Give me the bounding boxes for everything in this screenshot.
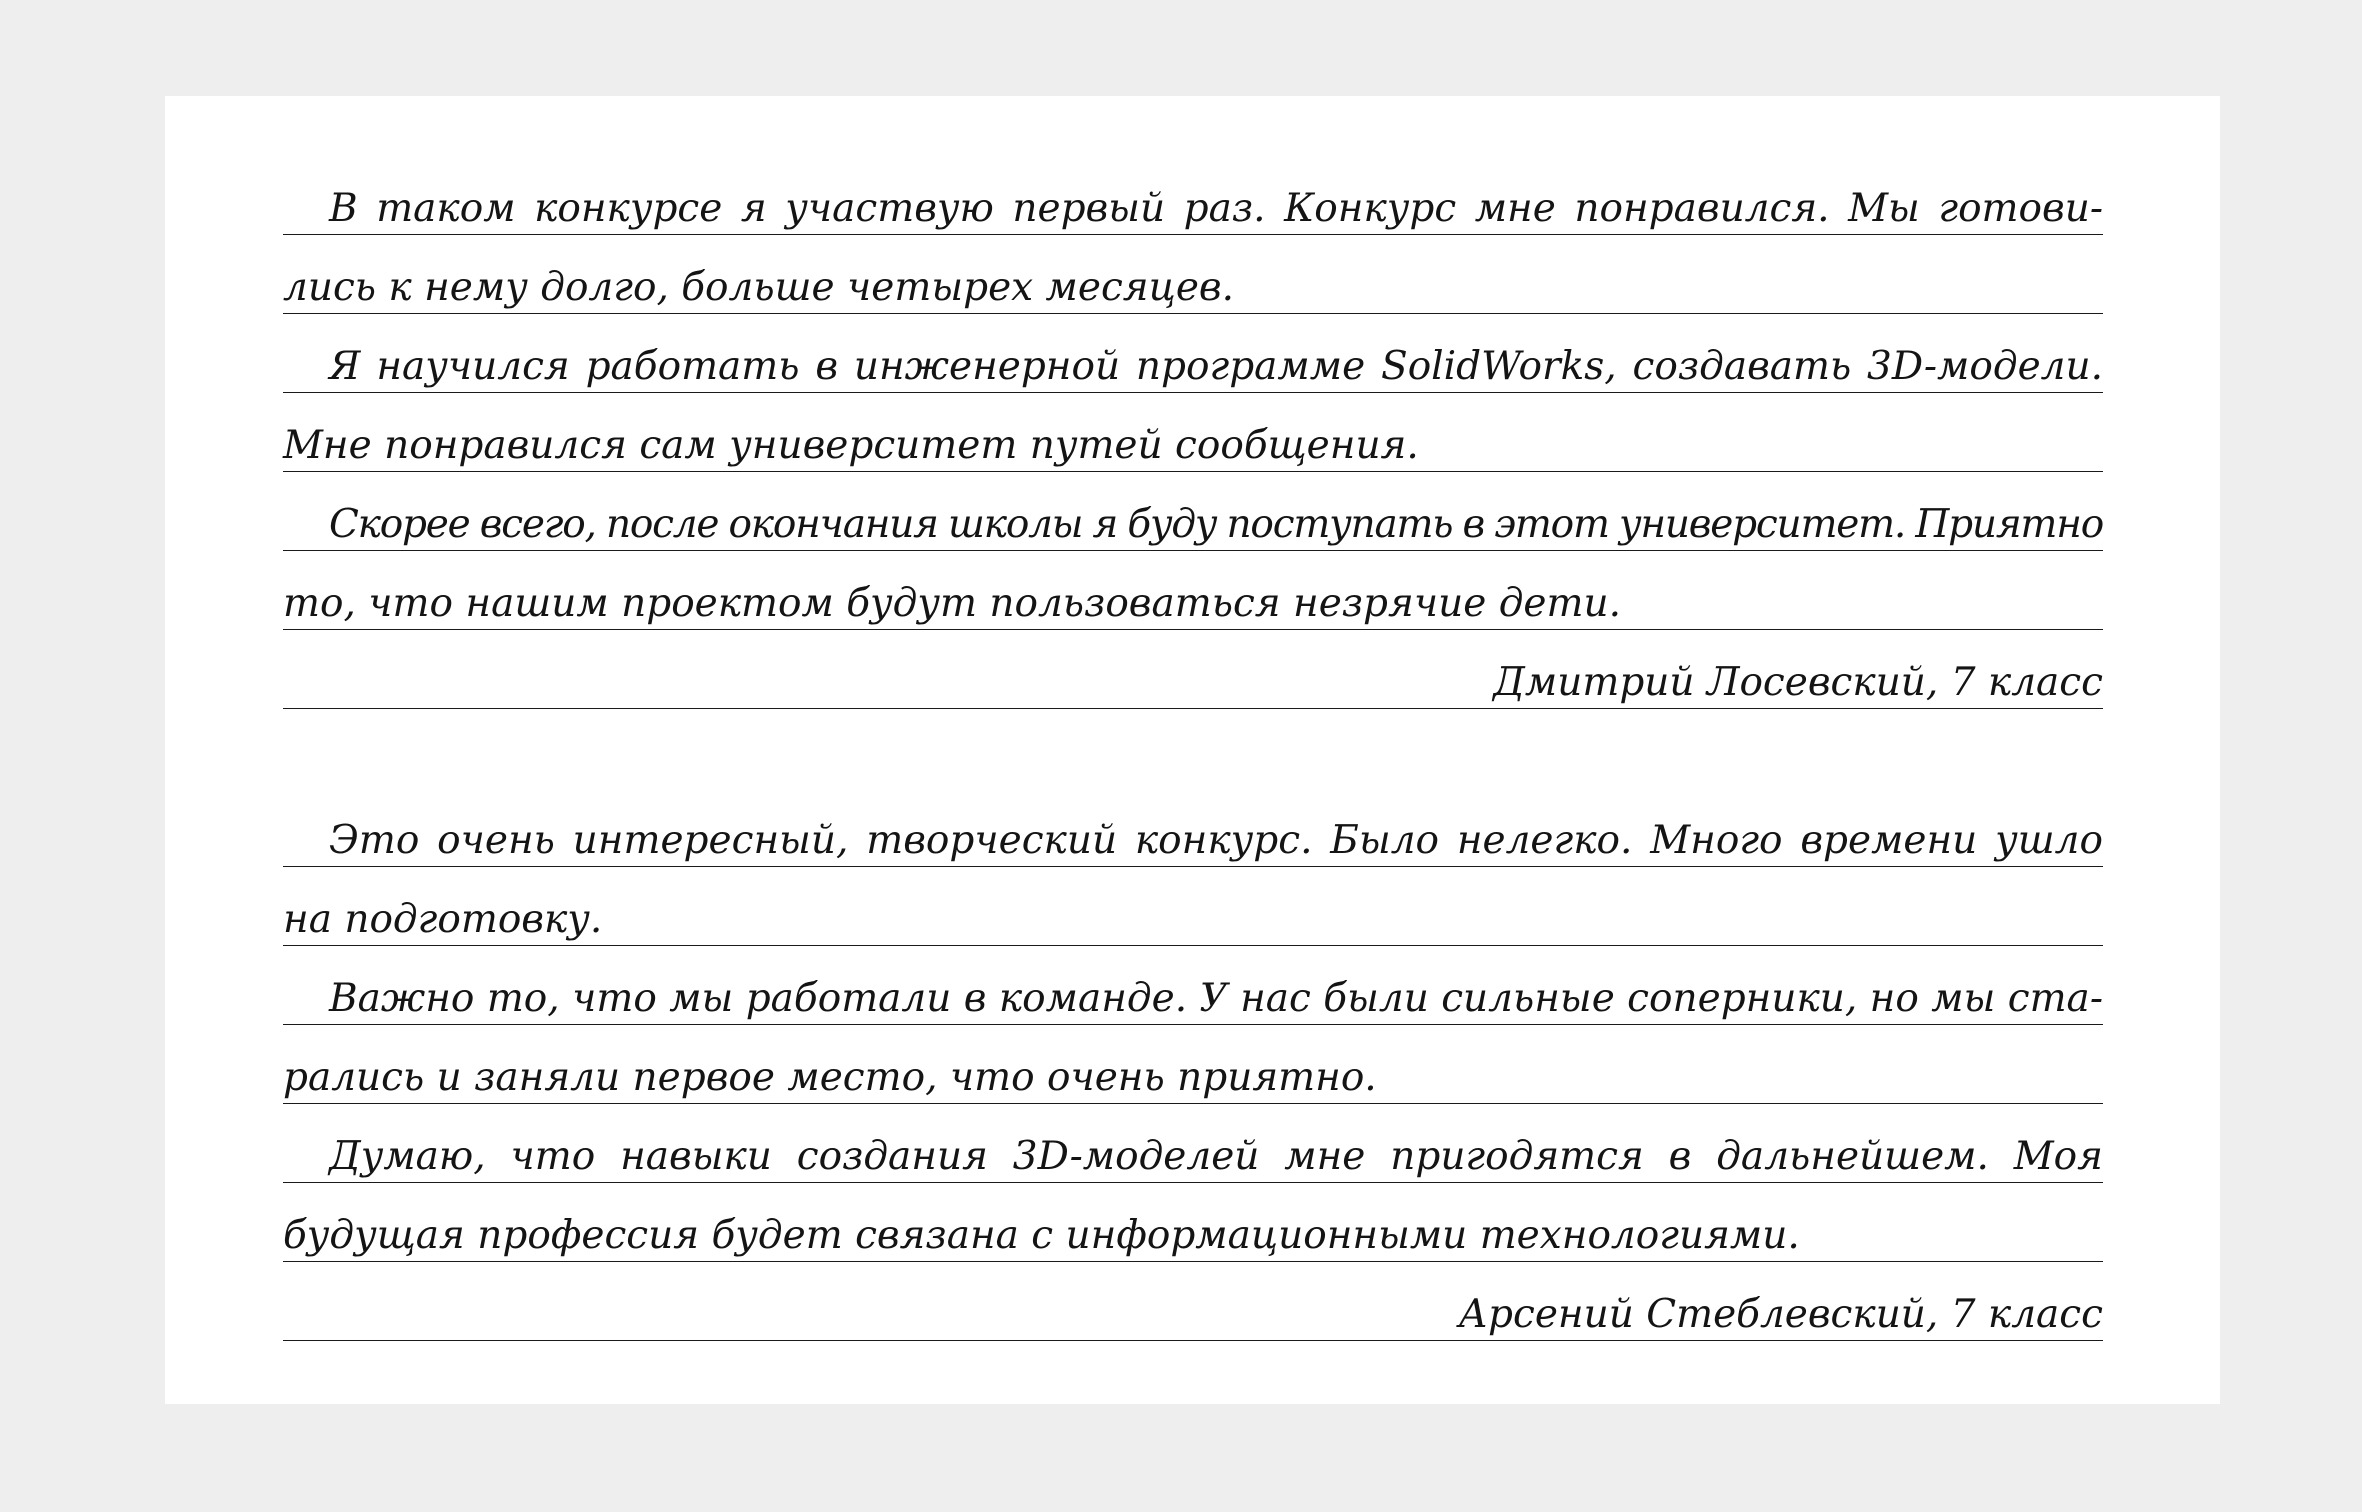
text-line: Скорее всего, после окончания школы я буду поступать в этот университет. Приятно	[283, 472, 2103, 551]
testimonial-2	[283, 788, 2103, 1341]
author-signature: Дмитрий Лосевский, 7 класс	[283, 630, 2103, 709]
text-line: то, что нашим проектом будут пользоваться незрячие дети.	[283, 551, 2103, 630]
text-line: Это очень интересный, творческий конкурс. Было нелегко. Много времени ушло	[283, 788, 2103, 867]
testimonial-1	[283, 156, 2103, 709]
author-signature: Арсений Стеблевский, 7 класс	[283, 1262, 2103, 1341]
testimonials-card	[165, 96, 2220, 1404]
text-line: будущая профессия будет связана с информационными технологиями.	[283, 1183, 2103, 1262]
text-line: Важно то, что мы работали в команде. У нас были сильные соперники, но мы ста-	[283, 946, 2103, 1025]
text-line: рались и заняли первое место, что очень приятно.	[283, 1025, 2103, 1104]
text-line: лись к нему долго, больше четырех месяцев.	[283, 235, 2103, 314]
text-line: Мне понравился сам университет путей сообщения.	[283, 393, 2103, 472]
text-line: Думаю, что навыки создания 3D-моделей мне пригодятся в дальнейшем. Моя	[283, 1104, 2103, 1183]
text-line: В таком конкурсе я участвую первый раз. Конкурс мне понравился. Мы готови-	[283, 156, 2103, 235]
text-line: Я научился работать в инженерной программе SolidWorks, создавать 3D-модели.	[283, 314, 2103, 393]
text-line: на подготовку.	[283, 867, 2103, 946]
